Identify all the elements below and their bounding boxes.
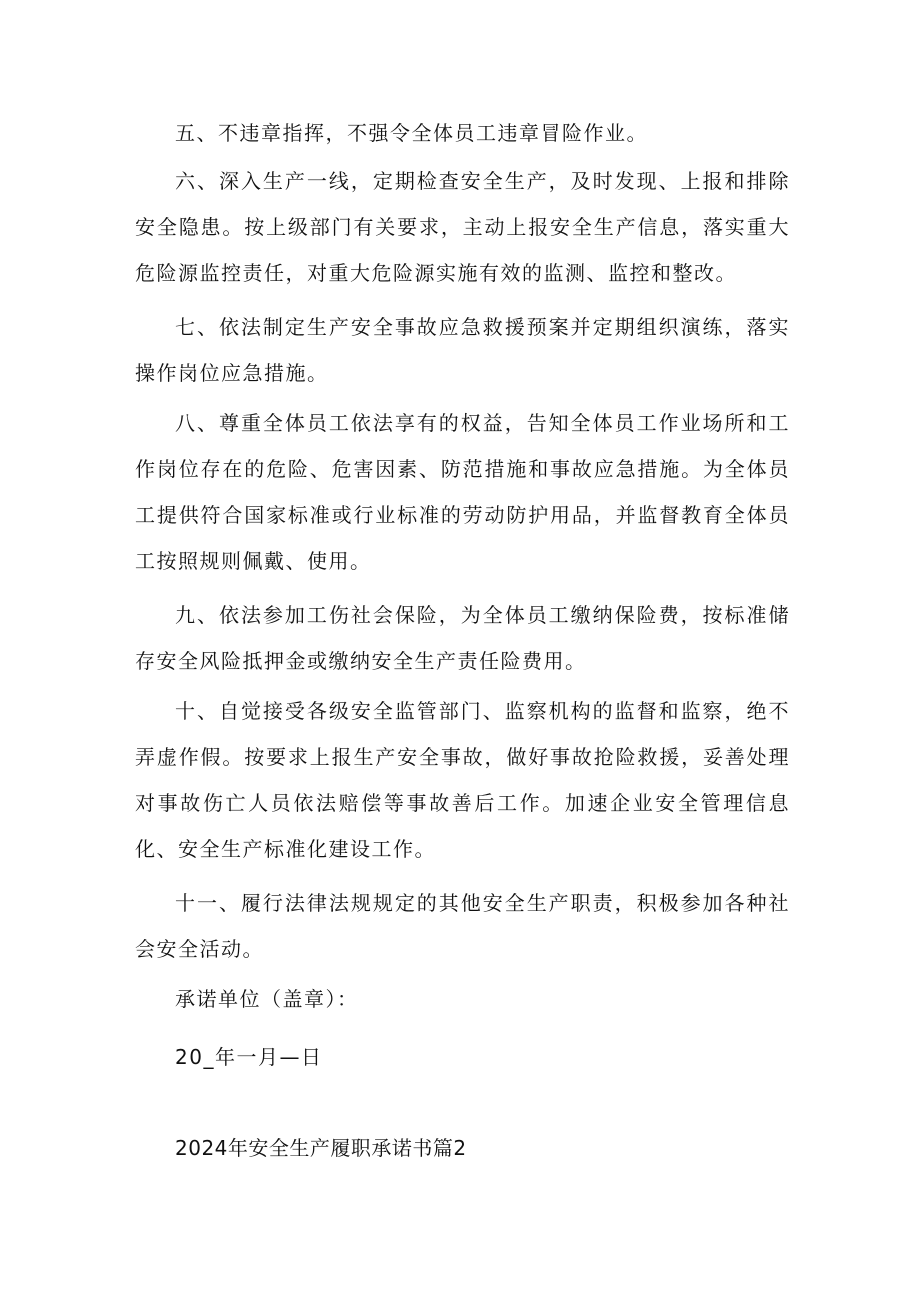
clause-5: 五、不违章指挥，不强令全体员工违章冒险作业。 bbox=[175, 121, 648, 145]
date-line: 20_年一月—日 bbox=[175, 1045, 323, 1069]
clause-7: 七、依法制定生产安全事故应急救援预案并定期组织演练，落实操作岗位应急措施。 bbox=[135, 315, 790, 385]
signature-label: 承诺单位（盖章）： bbox=[175, 987, 359, 1011]
clause-6: 六、深入生产一线，定期检查安全生产，及时发现、上报和排除安全隐患。按上级部门有关要求，主动上报安全生产信息，落实重大危险源监控责任，对重大危险源实施有效的监测、监控和整改。 bbox=[135, 169, 790, 285]
clause-8: 八、尊重全体员工依法享有的权益，告知全体员工作业场所和工作岗位存在的危险、危害因素、防范措施和事故应急措施。为全体员工提供符合国家标准或行业标准的劳动防护用品，并监督教育全体员工按照规则佩戴、使用。 bbox=[135, 411, 790, 573]
clause-10: 十、自觉接受各级安全监管部门、监察机构的监督和监察，绝不弄虚作假。按要求上报生产安全事故，做好事故抢险救援，妥善处理对事故伤亡人员依法赔偿等事故善后工作。加速企业安全管理信息化、安全生产标准化建设工作。 bbox=[135, 699, 790, 861]
next-document-title: 2024年安全生产履职承诺书篇2 bbox=[175, 1136, 467, 1160]
clause-11: 十一、履行法律法规规定的其他安全生产职责，积极参加各种社会安全活动。 bbox=[135, 891, 790, 961]
clause-9: 九、依法参加工伤社会保险，为全体员工缴纳保险费，按标准储存安全风险抵押金或缴纳安全生产责任险费用。 bbox=[135, 603, 790, 673]
